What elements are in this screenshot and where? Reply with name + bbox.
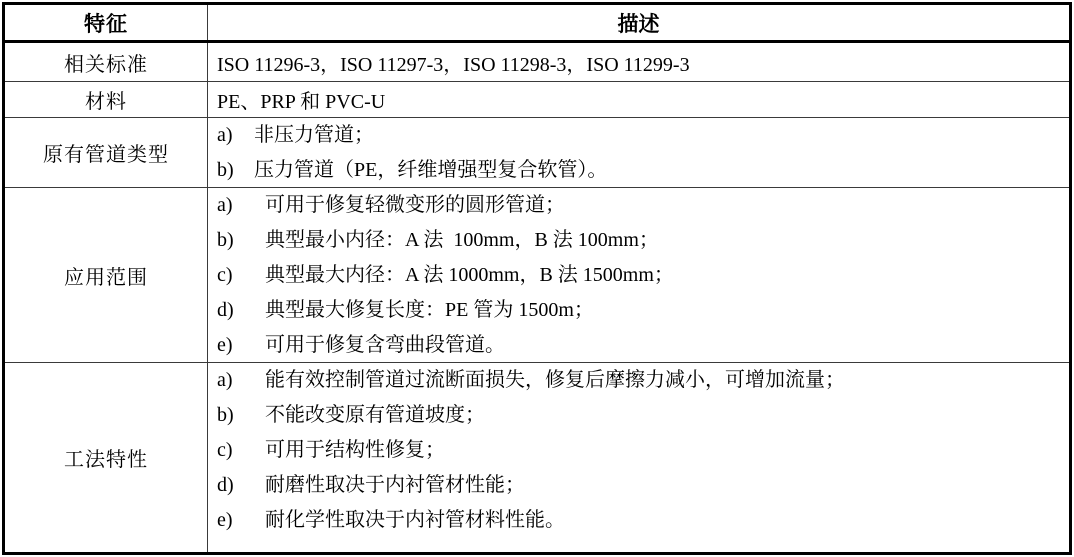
list-item bbox=[217, 223, 1069, 258]
list-marker: a) bbox=[217, 194, 233, 216]
list-item bbox=[217, 118, 1069, 153]
table-row-application bbox=[5, 188, 1069, 363]
table-row-pipe-type bbox=[5, 118, 1069, 188]
description-cell bbox=[208, 118, 1069, 187]
header-description-label: 描述 bbox=[617, 11, 660, 36]
list-item-text: 不能改变原有管道坡度； bbox=[265, 404, 485, 426]
list-item bbox=[217, 398, 1069, 433]
feature-label: 原有管道类型 bbox=[43, 144, 169, 166]
feature-label: 材料 bbox=[85, 91, 127, 113]
header-cell-description bbox=[208, 5, 1069, 40]
list-item bbox=[217, 363, 1069, 398]
list-item-text: 典型最小内径：A 法 100mm，B 法 100mm； bbox=[265, 229, 659, 251]
feature-cell bbox=[5, 188, 208, 362]
list-item-text: 典型最大内径：A 法 1000mm，B 法 1500mm； bbox=[265, 264, 674, 286]
list-item-text: 可用于结构性修复； bbox=[265, 439, 445, 461]
list-item-text: 耐化学性取决于内衬管材料性能。 bbox=[265, 509, 565, 531]
header-cell-feature bbox=[5, 5, 208, 40]
list-item bbox=[217, 433, 1069, 468]
feature-cell bbox=[5, 118, 208, 187]
list-item bbox=[217, 468, 1069, 503]
description-cell bbox=[208, 43, 1069, 81]
list-item bbox=[217, 328, 1069, 363]
list-item bbox=[217, 258, 1069, 293]
list-item-text: 非压力管道； bbox=[254, 124, 374, 146]
description-cell bbox=[208, 82, 1069, 117]
table-header-row bbox=[5, 5, 1069, 43]
feature-cell bbox=[5, 363, 208, 552]
list-marker: b) bbox=[217, 229, 234, 251]
description-cell bbox=[208, 363, 1069, 552]
feature-label: 工法特性 bbox=[64, 449, 148, 471]
description-text: PE、PRP 和 PVC-U bbox=[217, 91, 386, 113]
list-item-text: 可用于修复含弯曲段管道。 bbox=[265, 334, 505, 356]
feature-cell bbox=[5, 43, 208, 81]
list-item-text: 压力管道（PE，纤维增强型复合软管）。 bbox=[254, 159, 608, 181]
list-marker: e) bbox=[217, 509, 233, 531]
list-marker: d) bbox=[217, 474, 234, 496]
feature-cell bbox=[5, 82, 208, 117]
header-feature-label: 特征 bbox=[84, 11, 128, 36]
table-row-characteristics bbox=[5, 363, 1069, 552]
list-item-text: 可用于修复轻微变形的圆形管道； bbox=[265, 194, 565, 216]
list-marker: c) bbox=[217, 439, 233, 461]
list-marker: a) bbox=[217, 369, 233, 391]
list-item-text: 典型最大修复长度：PE 管为 1500m； bbox=[265, 299, 594, 321]
table-row-standards bbox=[5, 43, 1069, 82]
feature-label: 相关标准 bbox=[64, 53, 148, 76]
list-marker: b) bbox=[217, 159, 234, 181]
table-row-material bbox=[5, 82, 1069, 118]
description-text: ISO 11296-3，ISO 11297-3，ISO 11298-3，ISO 11299-3 bbox=[217, 53, 690, 76]
list-marker: b) bbox=[217, 404, 234, 426]
list-item bbox=[217, 503, 1069, 538]
pipe-rehab-spec-table bbox=[2, 2, 1072, 555]
list-item-text: 能有效控制管道过流断面损失，修复后摩擦力减小，可增加流量； bbox=[265, 369, 845, 391]
description-cell bbox=[208, 188, 1069, 362]
list-marker: e) bbox=[217, 334, 233, 356]
list-marker: d) bbox=[217, 299, 234, 321]
list-item-text: 耐磨性取决于内衬管材性能； bbox=[265, 474, 525, 496]
list-marker: c) bbox=[217, 264, 233, 286]
list-item bbox=[217, 153, 1069, 188]
list-marker: a) bbox=[217, 124, 233, 146]
list-item bbox=[217, 293, 1069, 328]
feature-label: 应用范围 bbox=[64, 266, 148, 289]
list-item bbox=[217, 188, 1069, 223]
